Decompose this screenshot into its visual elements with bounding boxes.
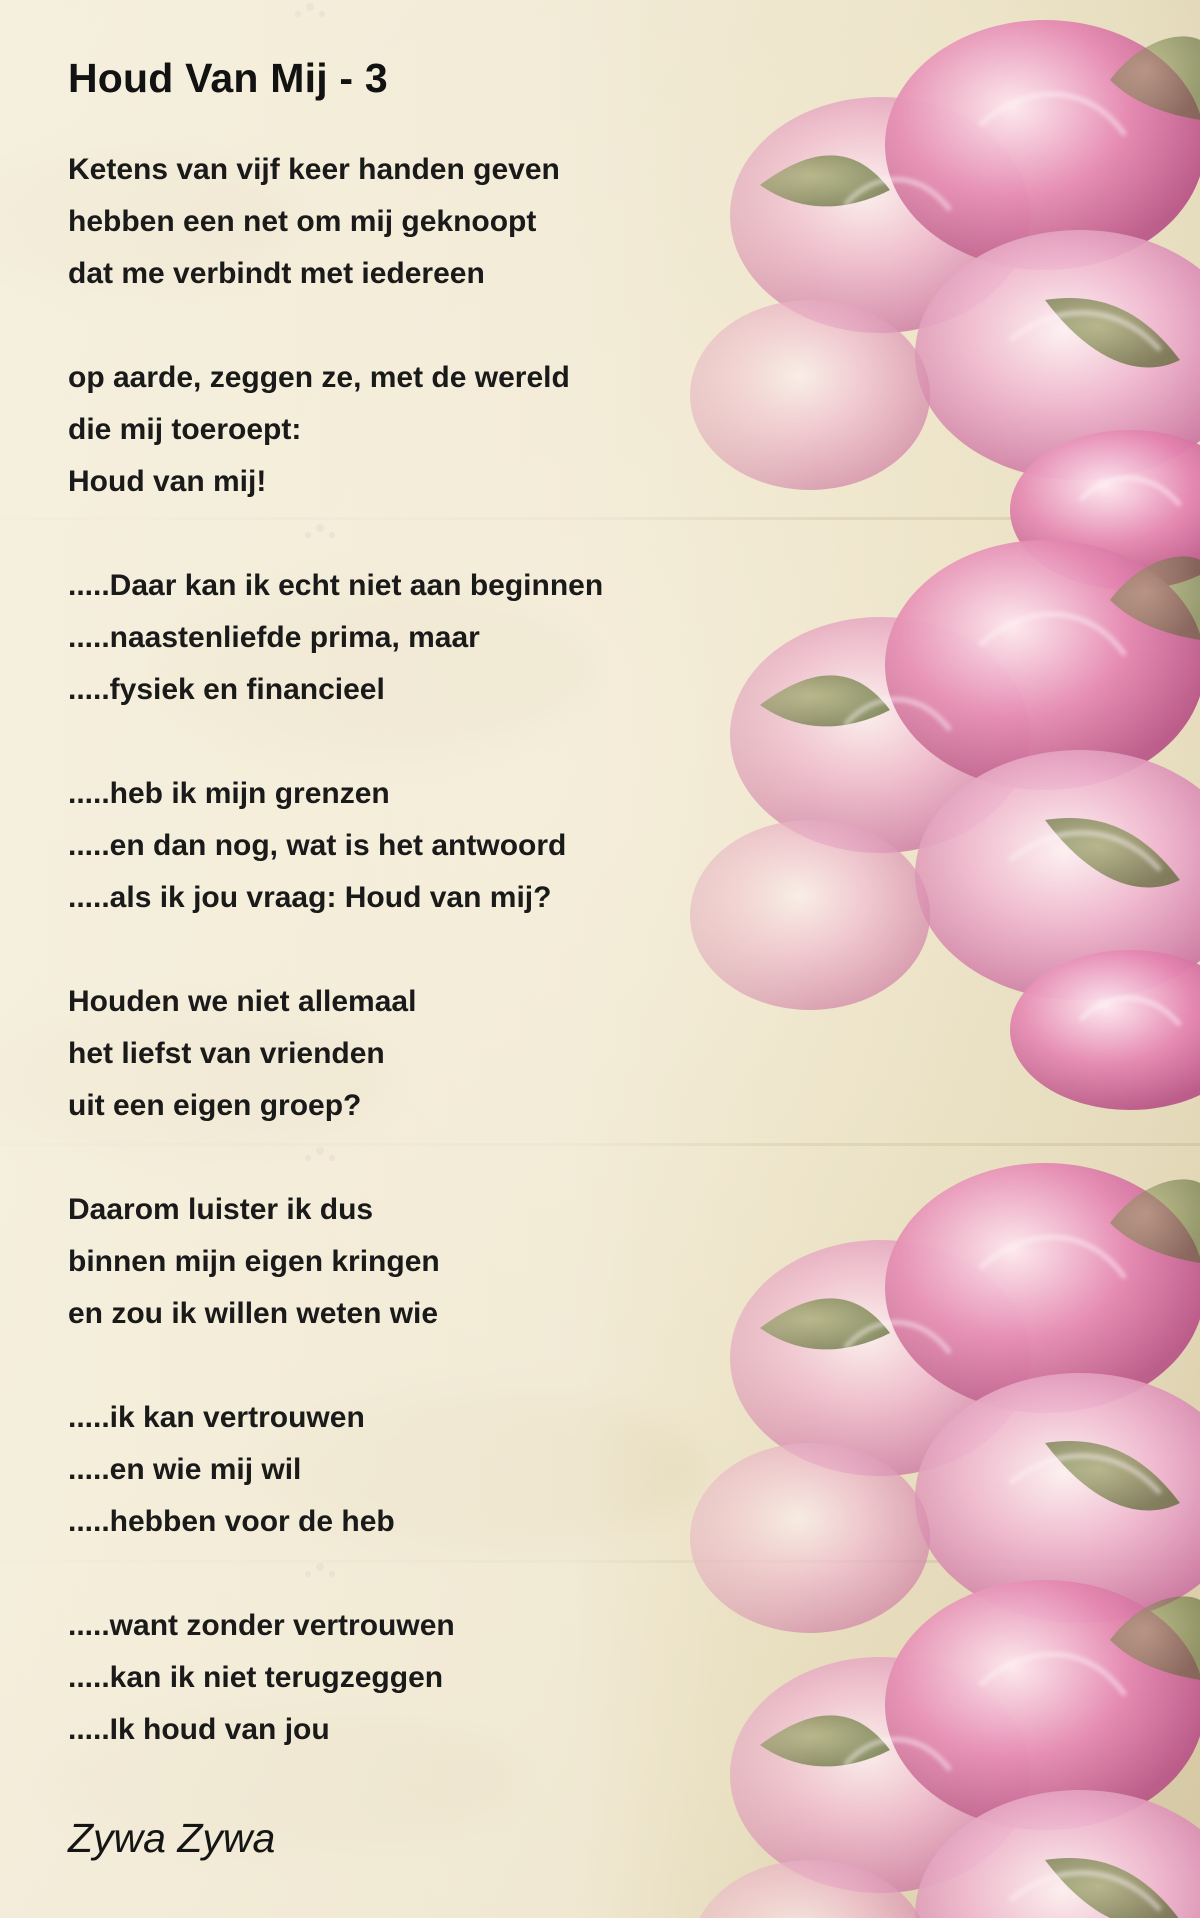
stanza-6 — [68, 1184, 748, 1340]
stanza-3 — [68, 560, 748, 716]
poem-content — [68, 48, 748, 1808]
poem-line: .....hebben voor de heb — [68, 1505, 395, 1538]
stanza-8 — [68, 1600, 748, 1756]
poem-line: Houden we niet allemaal — [68, 985, 417, 1018]
poem-line: op aarde, zeggen ze, met de wereld — [68, 361, 570, 394]
stanza-5 — [68, 976, 748, 1132]
poem-line: Ketens van vijf keer handen geven — [68, 153, 560, 186]
poem-line: .....kan ik niet terugzeggen — [68, 1661, 444, 1694]
stanza-1 — [68, 144, 748, 300]
poem-line: .....want zonder vertrouwen — [68, 1609, 455, 1642]
poem-line: .....naastenliefde prima, maar — [68, 621, 480, 654]
poem-line: Daarom luister ik dus — [68, 1193, 374, 1226]
poem-line: dat me verbindt met iedereen — [68, 257, 485, 290]
poem-title: Houd Van Mij - 3 — [68, 55, 388, 101]
poem-line: en zou ik willen weten wie — [68, 1297, 439, 1330]
poem-line: .....als ik jou vraag: Houd van mij? — [68, 881, 552, 914]
poem-line: hebben een net om mij geknoopt — [68, 205, 537, 238]
poem-line: Houd van mij! — [68, 465, 267, 498]
poem-line: .....en wie mij wil — [68, 1453, 302, 1486]
poem-line: het liefst van vrienden — [68, 1037, 385, 1070]
poem-line: .....heb ik mijn grenzen — [68, 777, 390, 810]
poem-line: .....fysiek en financieel — [68, 673, 385, 706]
stanza-2 — [68, 352, 748, 508]
stanza-4 — [68, 768, 748, 924]
poem-line: .....Daar kan ik echt niet aan beginnen — [68, 569, 604, 602]
poem-line: .....en dan nog, wat is het antwoord — [68, 829, 567, 862]
stanza-7 — [68, 1392, 748, 1548]
poem-line: uit een eigen groep? — [68, 1089, 362, 1122]
poem-line: die mij toeroept: — [68, 413, 302, 446]
poem-line: binnen mijn eigen kringen — [68, 1245, 440, 1278]
poem-stanzas — [68, 144, 748, 1756]
author-signature: Zywa Zywa — [68, 1815, 276, 1861]
poem-line: .....Ik houd van jou — [68, 1713, 330, 1746]
poem-line: .....ik kan vertrouwen — [68, 1401, 365, 1434]
